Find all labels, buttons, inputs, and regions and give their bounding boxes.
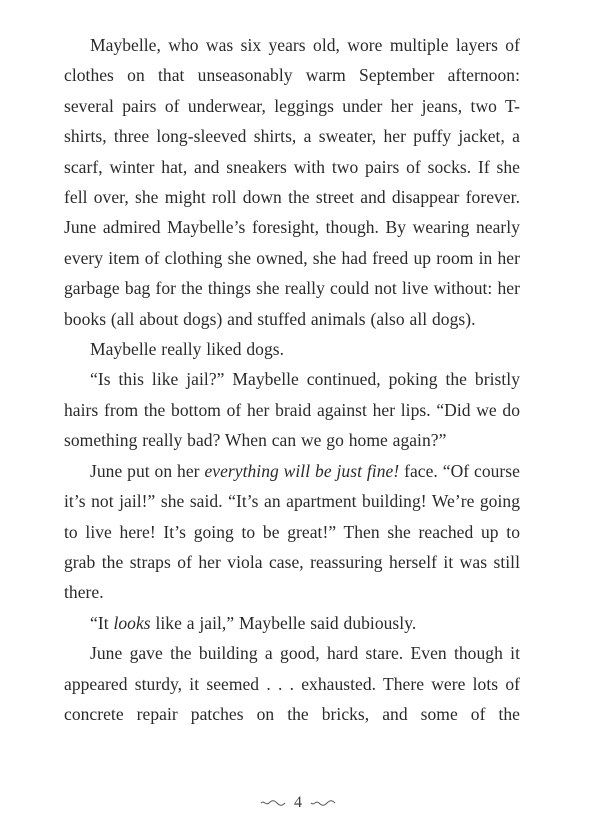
flourish-right-icon	[310, 798, 336, 808]
paragraph-4-italic: everything will be just fine!	[204, 460, 400, 481]
paragraph-4-lead: June put on her	[90, 460, 205, 481]
paragraph-4-rest: face. “Of course it’s not jail!” she said. “It’s an apartment building! We’re going to live here! It’s going to be great!” Then she reached up to grab the straps of her viola case, reassuring herself it was still there.	[64, 460, 520, 603]
paragraph-5-italic: looks	[113, 612, 151, 633]
paragraph-5-lead: “It	[90, 612, 114, 633]
flourish-left-icon	[260, 798, 286, 808]
paragraph-6: June gave the building a good, hard stare. Even though it appeared sturdy, it seemed . . . exhausted. There were lots of concrete repair patches on the bricks, and some of the	[64, 643, 520, 724]
paragraph-2: Maybelle really liked dogs.	[90, 339, 285, 360]
page-folio	[0, 794, 596, 812]
page-body	[64, 30, 520, 729]
paragraph-5-rest: like a jail,” Maybelle said dubiously.	[150, 612, 417, 633]
page-number: 4	[294, 794, 302, 812]
paragraph-4	[64, 456, 520, 608]
paragraph-3: “Is this like jail?” Maybelle continued, poking the bristly hairs from the bottom of her braid against her lips. “Did we do something really bad? When can we go home again?”	[64, 369, 520, 451]
paragraph-1: Maybelle, who was six years old, wore multiple layers of clothes on that unseasonably warm September afternoon: several pairs of underwear, leggings under her jeans, two T-shirts, three long-sleeved shirts, a sweater, her puffy jacket, a scarf, winter hat, and sneakers with two pairs of socks. If she fell over, she might roll down the street and disappear forever. June admired Maybelle’s foresight, though. By wearing nearly every item of clothing she owned, she had freed up room in her garbage bag for the things she really could not live without: her books (all about dogs) and stuffed animals (also all dogs).	[64, 35, 520, 329]
paragraph-5	[64, 608, 520, 638]
